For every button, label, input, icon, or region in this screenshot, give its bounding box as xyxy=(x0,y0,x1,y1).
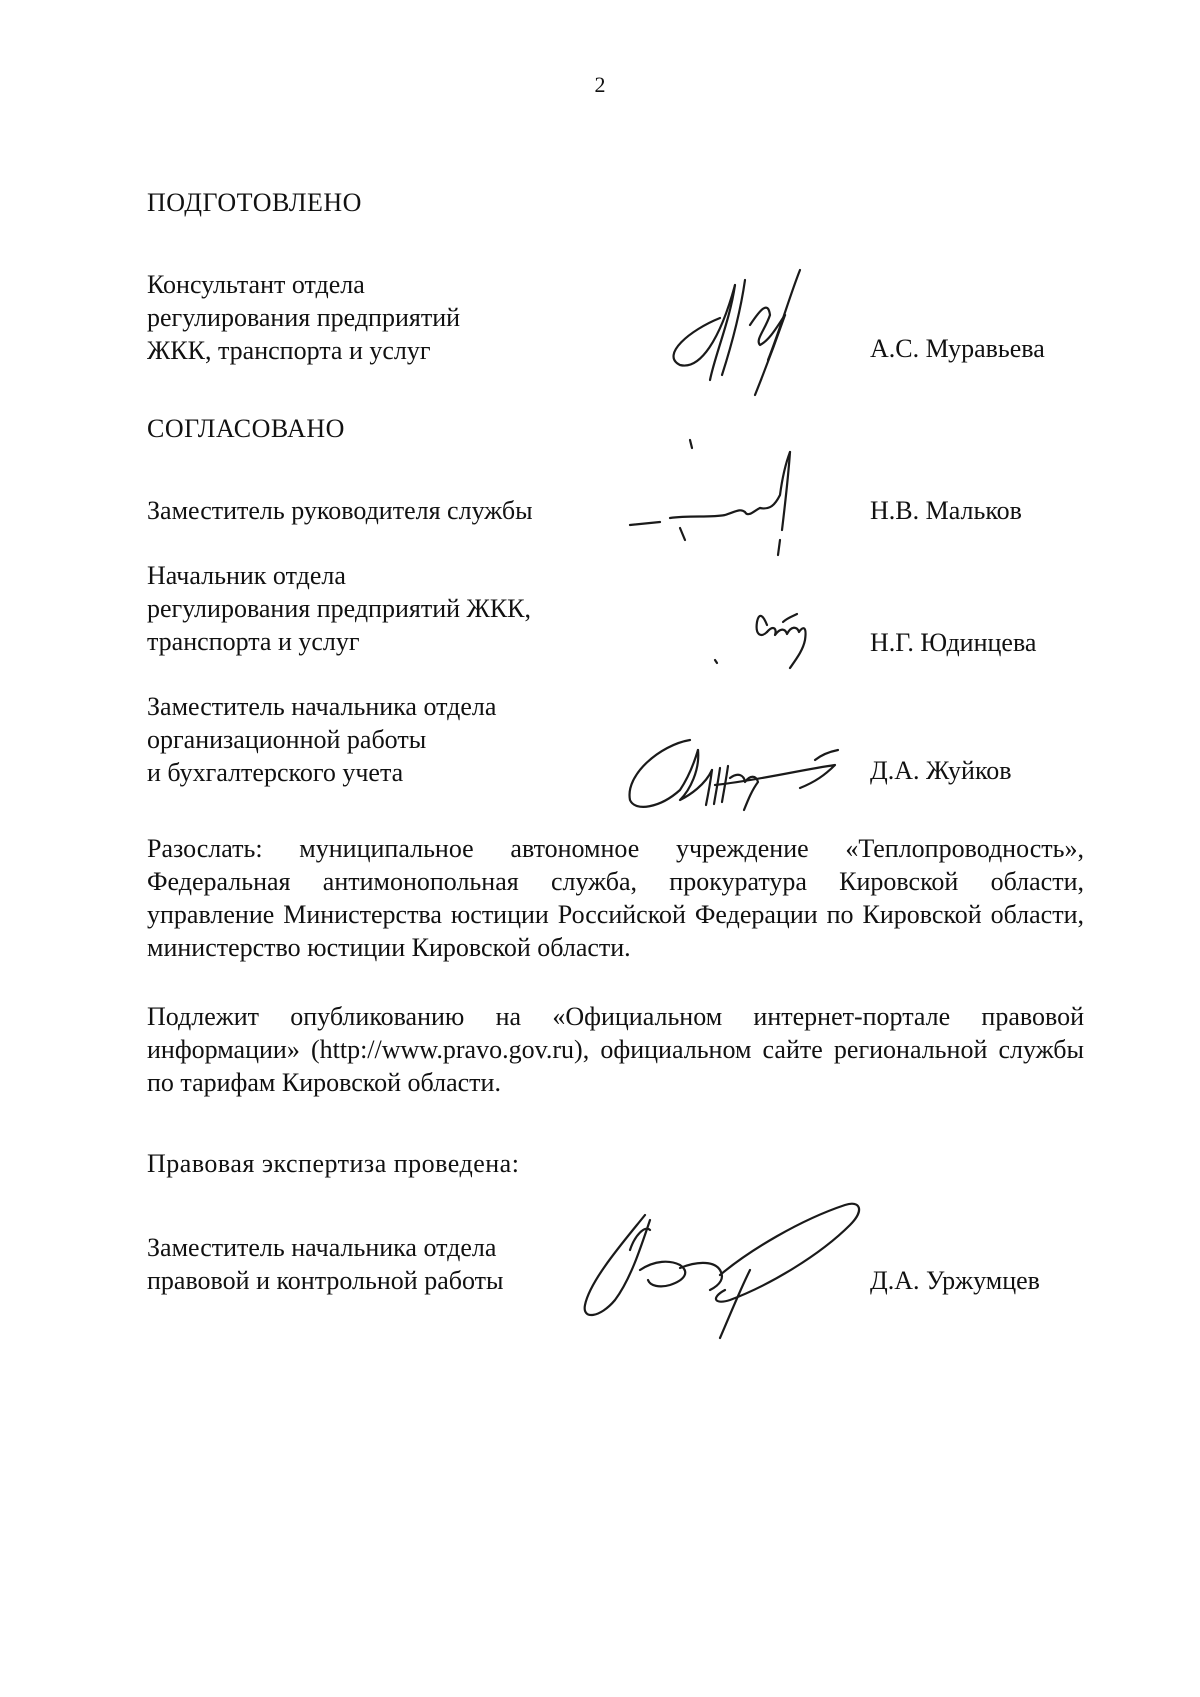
prepared-heading: ПОДГОТОВЛЕНО xyxy=(147,188,362,217)
signatory-role xyxy=(147,559,531,658)
signatory-role-line: регулирования предприятий ЖКК, xyxy=(147,594,532,623)
signatory-name: Д.А. Жуйков xyxy=(870,756,1012,785)
signatory-role xyxy=(147,494,533,527)
signatory-role xyxy=(147,690,496,789)
legal-review-role-line: Заместитель начальника отдела xyxy=(147,1233,497,1262)
legal-review-role xyxy=(147,1231,503,1297)
signature-zhuikov xyxy=(620,730,860,815)
signature-muravyeva xyxy=(660,270,830,405)
legal-review-role-line: правовой и контрольной работы xyxy=(147,1266,504,1295)
signatory-name: Н.Г. Юдинцева xyxy=(870,628,1037,657)
signature-malkov xyxy=(630,440,810,560)
legal-review-heading: Правовая экспертиза проведена: xyxy=(147,1149,520,1178)
prepared-role-line: Консультант отдела xyxy=(147,270,365,299)
signatory-role-line: Заместитель начальника отдела xyxy=(147,692,497,721)
signatory-role-line: Заместитель руководителя службы xyxy=(147,496,533,525)
signatory-role-line: организационной работы xyxy=(147,725,427,754)
signature-urzhumtsev xyxy=(570,1190,870,1340)
signature-yudintseva xyxy=(705,600,825,675)
signatory-role-line: Начальник отдела xyxy=(147,561,346,590)
signatory-name: Н.В. Мальков xyxy=(870,496,1022,525)
signatory-role-line: и бухгалтерского учета xyxy=(147,758,404,787)
prepared-role-line: ЖКК, транспорта и услуг xyxy=(147,336,431,365)
distribution-paragraph: Разослать: муниципальное автономное учреждение «Теплопроводность», Федеральная антимонопольная служба, прокуратура Кировской области, управление Министерства юстиции Российской Федерации по Кировской области, министерство юстиции Кировской области. xyxy=(147,834,1084,962)
signatory-role-line: транспорта и услуг xyxy=(147,627,360,656)
publication-paragraph: Подлежит опубликованию на «Официальном интернет-портале правовой информации» (http://www.pravo.gov.ru), официальном сайте региональной службы по тарифам Кировской области. xyxy=(147,1002,1084,1097)
prepared-role-line: регулирования предприятий xyxy=(147,303,461,332)
page-number: 2 xyxy=(594,72,606,97)
legal-review-name: Д.А. Уржумцев xyxy=(870,1266,1040,1295)
agreed-heading: СОГЛАСОВАНО xyxy=(147,414,345,443)
prepared-role xyxy=(147,268,460,367)
prepared-name: А.С. Муравьева xyxy=(870,334,1045,363)
